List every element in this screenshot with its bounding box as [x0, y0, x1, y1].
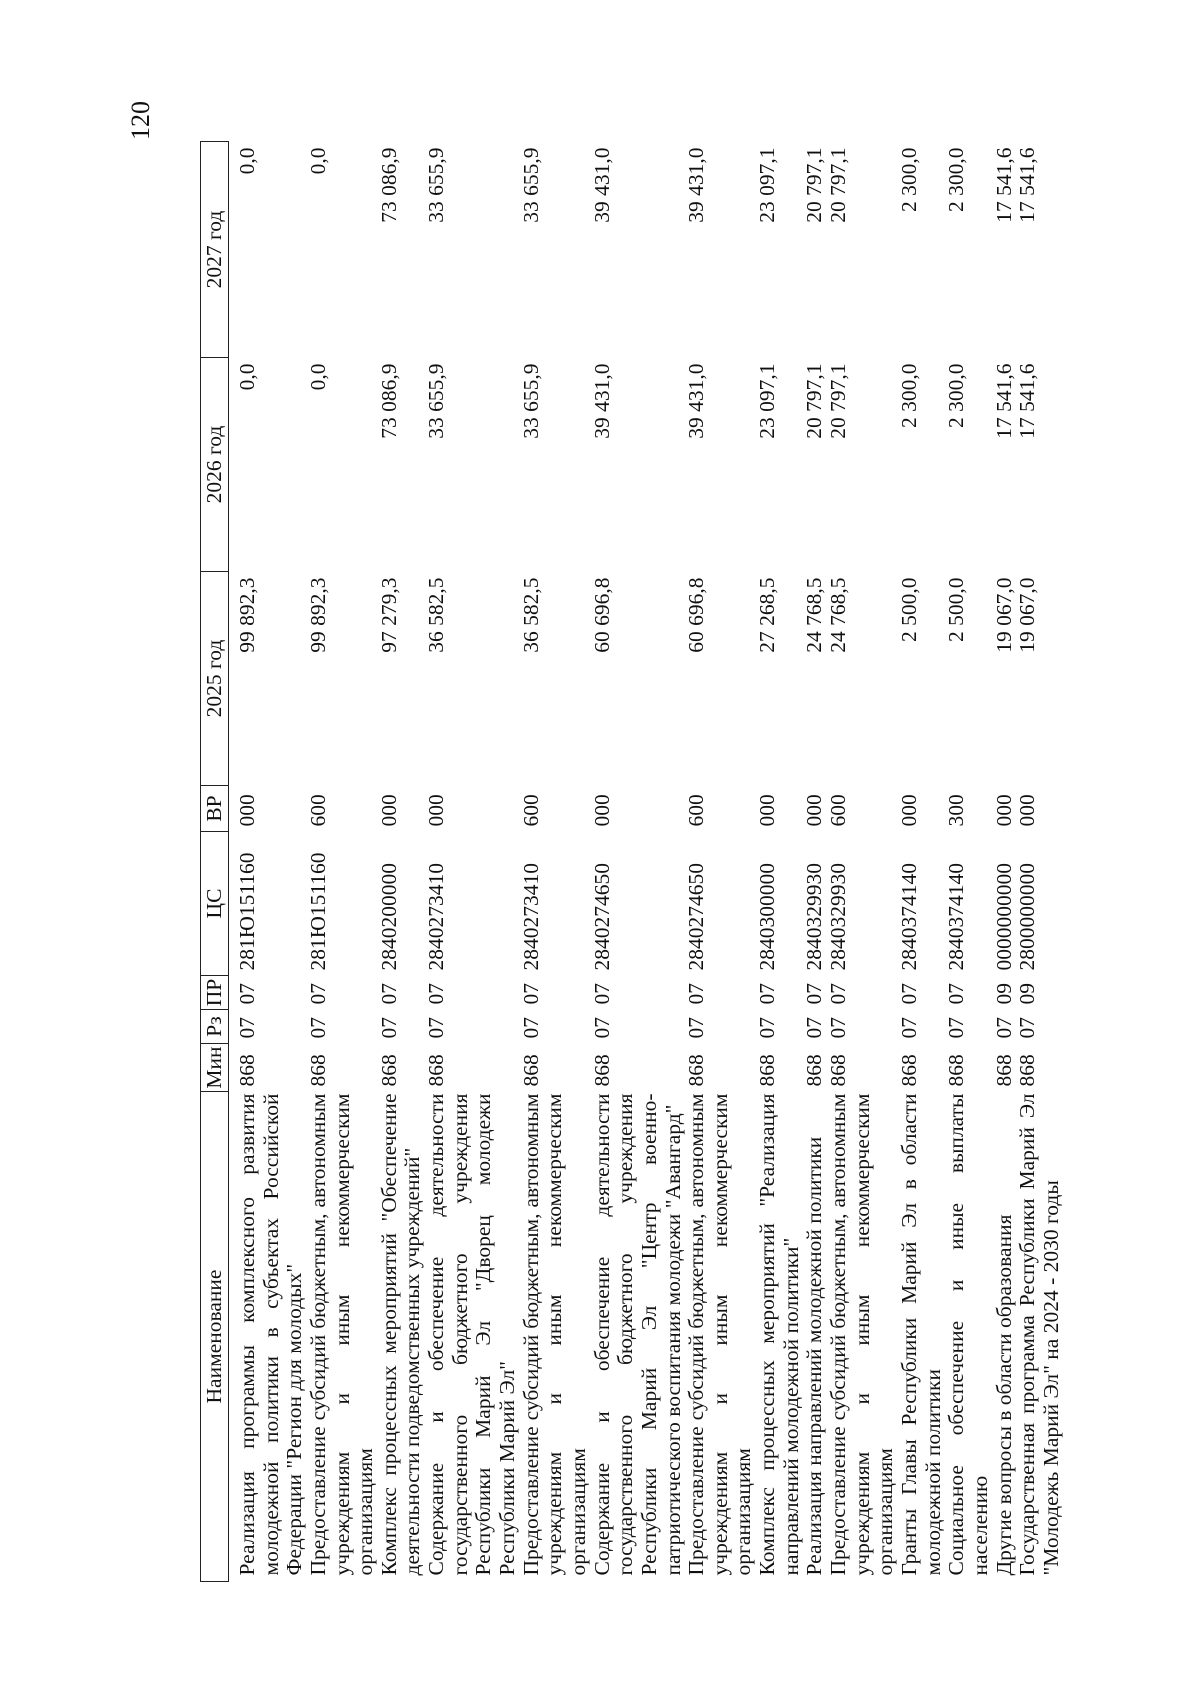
row-cs: 2840329930	[826, 863, 851, 971]
row-2026: 39 431,0	[589, 363, 614, 439]
row-2026: 20 797,1	[826, 363, 851, 439]
row-vr: 000	[896, 794, 921, 827]
row-2027: 17 541,6	[991, 147, 1016, 223]
header-2026: 2026 год	[201, 358, 229, 572]
table-header-row	[201, 142, 229, 1582]
row-vr: 600	[826, 794, 851, 827]
row-rz: 07	[944, 1017, 969, 1039]
table-row	[827, 142, 898, 1582]
table-row	[307, 142, 378, 1582]
header-vr: ВР	[201, 786, 229, 832]
row-rz: 07	[235, 1017, 259, 1039]
row-rz: 07	[896, 1017, 921, 1039]
row-name: Предоставление субсидий бюджетным, автономным учреждениям и иным некоммерческим организациям	[684, 1093, 756, 1576]
row-min: 868	[235, 1054, 259, 1087]
row-pr: 07	[826, 983, 851, 1005]
row-2026: 23 097,1	[755, 363, 780, 439]
row-min: 868	[424, 1054, 449, 1087]
table-row	[993, 142, 1017, 1582]
row-2025: 60 696,8	[589, 577, 614, 653]
row-pr: 09	[991, 983, 1016, 1005]
row-name: Предоставление субсидий бюджетным, автономным учреждениям и иным некоммерческим организациям	[826, 1093, 898, 1576]
row-rz: 07	[991, 1017, 1016, 1039]
row-2026: 17 541,6	[991, 363, 1016, 439]
row-2027: 20 797,1	[826, 147, 851, 223]
row-pr: 07	[424, 983, 449, 1005]
row-pr: 07	[518, 983, 543, 1005]
row-cs: 0000000000	[991, 863, 1016, 971]
row-rz: 07	[826, 1017, 851, 1039]
row-cs: 281Ю151160	[235, 852, 259, 971]
row-min: 868	[755, 1054, 780, 1087]
row-2027: 39 431,0	[684, 147, 709, 223]
row-2025: 99 892,3	[305, 577, 330, 653]
row-name: Предоставление субсидий бюджетным, автономным учреждениям и иным некоммерческим организациям	[305, 1093, 378, 1576]
row-pr: 07	[589, 983, 614, 1005]
row-2026: 20 797,1	[802, 363, 827, 439]
row-pr: 07	[235, 983, 259, 1005]
header-2025: 2025 год	[201, 572, 229, 786]
row-2027: 0,0	[305, 147, 330, 175]
row-2027: 2 300,0	[944, 147, 969, 212]
row-2025: 27 268,5	[755, 577, 780, 653]
row-cs: 2840274650	[589, 863, 614, 971]
row-rz: 07	[376, 1017, 401, 1039]
row-2027: 0,0	[235, 147, 259, 175]
row-min: 868	[376, 1054, 401, 1087]
row-pr: 07	[376, 983, 401, 1005]
row-min: 868	[802, 1054, 827, 1087]
row-2027: 39 431,0	[589, 147, 614, 223]
row-min: 868	[589, 1054, 614, 1087]
row-cs: 2840300000	[755, 863, 780, 971]
row-2025: 99 892,3	[235, 577, 259, 653]
row-vr: 000	[1015, 794, 1040, 827]
header-min: Мин	[201, 1044, 229, 1092]
row-2026: 33 655,9	[424, 363, 449, 439]
row-rz: 07	[684, 1017, 709, 1039]
row-min: 868	[518, 1054, 543, 1087]
row-2025: 2 500,0	[896, 577, 921, 642]
row-2025: 97 279,3	[376, 577, 401, 653]
row-vr: 000	[589, 794, 614, 827]
row-2025: 36 582,5	[518, 577, 543, 653]
row-2025: 2 500,0	[944, 577, 969, 642]
row-2026: 17 541,6	[1015, 363, 1040, 439]
row-2027: 20 797,1	[802, 147, 827, 223]
row-name: Предоставление субсидий бюджетным, автономным учреждениям и иным некоммерческим организациям	[518, 1093, 590, 1576]
rotated-page-content	[200, 142, 1200, 1582]
row-min: 868	[305, 1054, 330, 1087]
row-vr: 600	[684, 794, 709, 827]
row-vr: 000	[376, 794, 401, 827]
row-2026: 73 086,9	[376, 363, 401, 439]
row-vr: 000	[424, 794, 449, 827]
row-2026: 33 655,9	[518, 363, 543, 439]
row-rz: 07	[755, 1017, 780, 1039]
table-row	[898, 142, 945, 1582]
row-min: 868	[944, 1054, 969, 1087]
row-name: Содержание и обеспечение деятельности государственного бюджетного учреждения Республики Марий Эл "Дворец молодежи Республики Марий Эл"	[424, 1093, 520, 1576]
row-cs: 2840374140	[896, 863, 921, 971]
table-row	[591, 142, 686, 1582]
row-cs: 2840200000	[376, 863, 401, 971]
row-2027: 17 541,6	[1015, 147, 1040, 223]
row-2027: 23 097,1	[755, 147, 780, 223]
row-vr: 300	[944, 794, 969, 827]
row-pr: 07	[755, 983, 780, 1005]
row-vr: 000	[802, 794, 827, 827]
row-min: 868	[991, 1054, 1016, 1087]
row-2026: 2 300,0	[896, 363, 921, 428]
row-name: Комплекс процессных мероприятий "Обеспечение деятельности подведомственных учреждений"	[376, 1093, 425, 1576]
row-name: Другие вопросы в области образования	[991, 1214, 1016, 1576]
row-name: Государственная программа Республики Марий Эл "Молодежь Марий Эл" на 2024 - 2030 годы	[1015, 1093, 1063, 1576]
row-2026: 2 300,0	[944, 363, 969, 428]
row-pr: 07	[944, 983, 969, 1005]
row-pr: 07	[305, 983, 330, 1005]
row-2027: 33 655,9	[518, 147, 543, 223]
row-pr: 07	[896, 983, 921, 1005]
row-name: Реализация программы комплексного развития молодежной политики в субъектах Российской Федерации "Регион для молодых"	[235, 1093, 307, 1576]
row-name: Комплекс процессных мероприятий "Реализация направлений молодежной политики"	[755, 1093, 803, 1576]
row-name: Реализация направлений молодежной политики	[802, 1136, 827, 1576]
table-row	[520, 142, 591, 1582]
row-rz: 07	[518, 1017, 543, 1039]
row-2025: 24 768,5	[802, 577, 827, 653]
header-name: Наименование	[201, 1092, 229, 1582]
row-name: Содержание и обеспечение деятельности государственного бюджетного учреждения Республики Марий Эл "Центр военно-патриотического воспитания молодежи "Авангард"	[589, 1093, 685, 1576]
row-2025: 19 067,0	[1015, 577, 1040, 653]
row-vr: 000	[755, 794, 780, 827]
row-cs: 281Ю151160	[305, 852, 330, 971]
row-min: 868	[1015, 1054, 1040, 1087]
page-number: 120	[126, 101, 155, 140]
header-pr: ПР	[201, 976, 229, 1010]
header-cs: ЦС	[201, 832, 229, 976]
row-name: Социальное обеспечение и иные выплаты населению	[944, 1093, 992, 1576]
table-row	[378, 142, 425, 1582]
row-2026: 0,0	[235, 363, 259, 391]
table-row	[685, 142, 756, 1582]
row-2025: 24 768,5	[826, 577, 851, 653]
row-2027: 2 300,0	[896, 147, 921, 212]
row-vr: 000	[991, 794, 1016, 827]
row-vr: 600	[305, 794, 330, 827]
row-rz: 07	[424, 1017, 449, 1039]
row-2025: 60 696,8	[684, 577, 709, 653]
table-row	[756, 142, 803, 1582]
row-2027: 33 655,9	[424, 147, 449, 223]
row-vr: 600	[518, 794, 543, 827]
row-cs: 2800000000	[1015, 863, 1040, 971]
header-rz: Рз	[201, 1010, 229, 1044]
row-2026: 0,0	[305, 363, 330, 391]
row-2026: 39 431,0	[684, 363, 709, 439]
row-pr: 09	[1015, 983, 1040, 1005]
table-row	[803, 142, 827, 1582]
row-rz: 07	[802, 1017, 827, 1039]
table-row	[945, 142, 992, 1582]
row-pr: 07	[684, 983, 709, 1005]
table-row	[229, 142, 307, 1582]
row-min: 868	[684, 1054, 709, 1087]
row-2025: 19 067,0	[991, 577, 1016, 653]
row-cs: 2840273410	[518, 863, 543, 971]
row-cs: 2840274650	[684, 863, 709, 971]
row-min: 868	[826, 1054, 851, 1087]
row-cs: 2840374140	[944, 863, 969, 971]
row-min: 868	[896, 1054, 921, 1087]
table-row	[1016, 142, 1063, 1582]
row-cs: 2840329930	[802, 863, 827, 971]
row-rz: 07	[305, 1017, 330, 1039]
row-cs: 2840273410	[424, 863, 449, 971]
row-rz: 07	[589, 1017, 614, 1039]
row-rz: 07	[1015, 1017, 1040, 1039]
header-2027: 2027 год	[201, 142, 229, 358]
table-row	[425, 142, 520, 1582]
budget-table	[200, 141, 1063, 1582]
row-2025: 36 582,5	[424, 577, 449, 653]
row-name: Гранты Главы Республики Марий Эл в области молодежной политики	[896, 1093, 945, 1576]
row-vr: 000	[235, 794, 259, 827]
row-2027: 73 086,9	[376, 147, 401, 223]
row-pr: 07	[802, 983, 827, 1005]
